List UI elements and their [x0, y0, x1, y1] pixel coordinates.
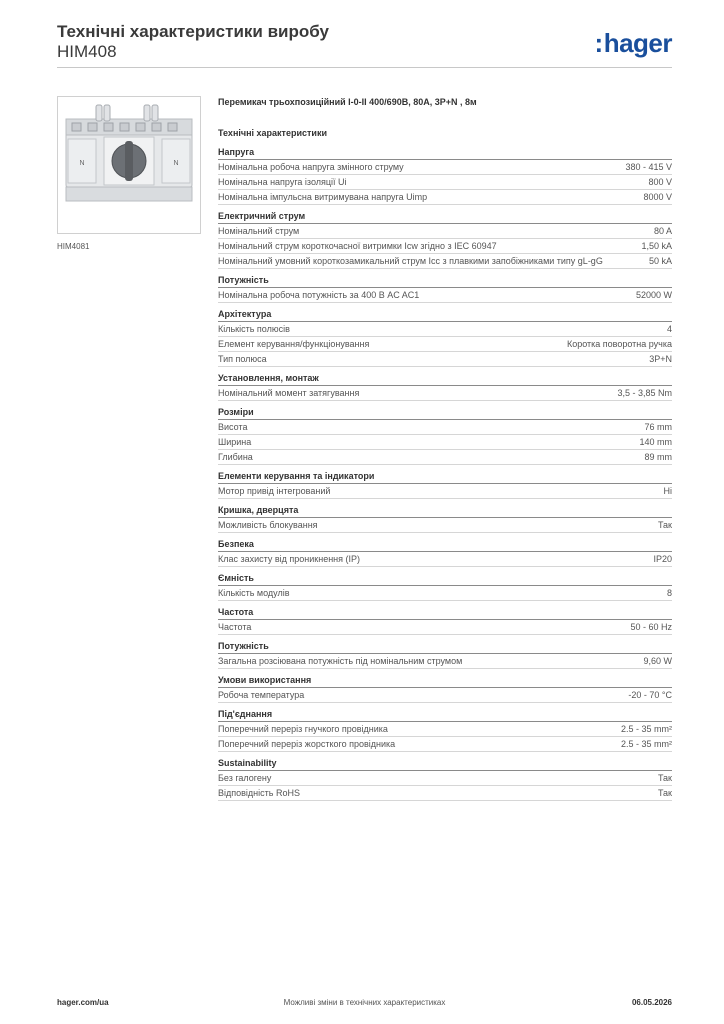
spec-section	[218, 758, 672, 801]
footer-site-link[interactable]: hager.com/ua	[57, 998, 109, 1007]
spec-value: Ні	[663, 486, 672, 496]
section-title: Електричний струм	[218, 211, 672, 224]
svg-text:N: N	[173, 160, 179, 167]
spec-row	[218, 352, 672, 367]
spec-row	[218, 420, 672, 435]
spec-section	[218, 471, 672, 499]
spec-row	[218, 239, 672, 254]
spec-label: Відповідність RoHS	[218, 788, 300, 798]
spec-row	[218, 771, 672, 786]
spec-section	[218, 573, 672, 601]
spec-row	[218, 337, 672, 352]
spec-row	[218, 435, 672, 450]
section-title: Елементи керування та індикатори	[218, 471, 672, 484]
spec-value: IP20	[653, 554, 672, 564]
spec-section	[218, 675, 672, 703]
spec-section	[218, 641, 672, 669]
footer-date: 06.05.2026	[631, 998, 672, 1007]
svg-text:N: N	[79, 160, 85, 167]
spec-value: 8	[666, 588, 672, 598]
spec-label: Мотор привід інтегрований	[218, 486, 331, 496]
spec-label: Номінальний струм короткочасної витримки Icw згідно з IEC 60947	[218, 241, 497, 251]
hager-logo: :hager	[594, 28, 672, 58]
spec-row	[218, 450, 672, 465]
spec-row	[218, 518, 672, 533]
spec-label: Номінальний момент затягування	[218, 388, 360, 398]
spec-row	[218, 786, 672, 801]
logo-mark-icon: :	[594, 28, 603, 58]
spec-row	[218, 722, 672, 737]
spec-label: Номінальний умовний короткозамикальний струм Icc з плавкими запобіжниками типу gL-gG	[218, 256, 603, 266]
spec-value: -20 - 70 °C	[628, 690, 672, 700]
spec-row	[218, 224, 672, 239]
spec-value: 76 mm	[644, 422, 672, 432]
spec-row	[218, 175, 672, 190]
spec-value: 80 A	[653, 226, 672, 236]
section-title: Ємність	[218, 573, 672, 586]
spec-value: Так	[657, 520, 672, 530]
spec-label: Номінальна робоча потужність за 400 В AC AC1	[218, 290, 420, 300]
spec-label: Робоча температура	[218, 690, 305, 700]
spec-row	[218, 586, 672, 601]
spec-value: 3,5 - 3,85 Nm	[617, 388, 672, 398]
spec-label: Кількість модулів	[218, 588, 290, 598]
spec-value: 380 - 415 V	[625, 162, 672, 172]
spec-value: 52000 W	[635, 290, 672, 300]
spec-label: Клас захисту від проникнення (IP)	[218, 554, 361, 564]
spec-section	[218, 147, 672, 205]
spec-label: Частота	[218, 622, 252, 632]
spec-value: 8000 V	[643, 192, 672, 202]
spec-value: 50 kA	[648, 256, 672, 266]
spec-section	[218, 539, 672, 567]
spec-value: Коротка поворотна ручка	[566, 339, 672, 349]
spec-row	[218, 484, 672, 499]
spec-label: Елемент керування/функціонування	[218, 339, 370, 349]
spec-value: Так	[657, 773, 672, 783]
page-header	[57, 22, 672, 62]
spec-label: Поперечний переріз жорсткого провідника	[218, 739, 396, 749]
spec-row	[218, 552, 672, 567]
spec-section	[218, 607, 672, 635]
spec-value: 800 V	[648, 177, 672, 187]
spec-row	[218, 688, 672, 703]
section-title: Частота	[218, 607, 672, 620]
spec-row	[218, 737, 672, 752]
spec-row	[218, 654, 672, 669]
section-title: Потужність	[218, 641, 672, 654]
spec-label: Ширина	[218, 437, 252, 447]
spec-sections	[218, 147, 672, 801]
spec-row	[218, 160, 672, 175]
spec-row	[218, 322, 672, 337]
section-title: Потужність	[218, 275, 672, 288]
specs-title: Технічні характеристики	[218, 128, 327, 138]
section-title: Під'єднання	[218, 709, 672, 722]
header-divider	[57, 67, 672, 68]
spec-section	[218, 373, 672, 401]
spec-label: Номінальна імпульсна витримувана напруга Uimp	[218, 192, 428, 202]
product-image	[57, 96, 201, 234]
spec-row	[218, 190, 672, 205]
section-title: Напруга	[218, 147, 672, 160]
spec-row	[218, 620, 672, 635]
spec-section	[218, 407, 672, 465]
spec-label: Глибина	[218, 452, 253, 462]
section-title: Установлення, монтаж	[218, 373, 672, 386]
spec-label: Без галогену	[218, 773, 272, 783]
product-reference: HIM408	[57, 42, 117, 61]
spec-value: 50 - 60 Hz	[630, 622, 672, 632]
spec-label: Тип полюса	[218, 354, 267, 364]
spec-label: Номінальна напруга ізоляції Ui	[218, 177, 347, 187]
spec-section	[218, 275, 672, 303]
section-title: Розміри	[218, 407, 672, 420]
section-title: Безпека	[218, 539, 672, 552]
spec-value: 2.5 - 35 mm²	[620, 724, 672, 734]
spec-label: Номінальний струм	[218, 226, 300, 236]
section-title: Кришка, дверцята	[218, 505, 672, 518]
section-title: Sustainability	[218, 758, 672, 771]
spec-section	[218, 505, 672, 533]
spec-section	[218, 709, 672, 752]
spec-section	[218, 309, 672, 367]
spec-value: Так	[657, 788, 672, 798]
spec-row	[218, 386, 672, 401]
spec-value: 89 mm	[644, 452, 672, 462]
product-name: Перемикач трьохпозиційний I-0-II 400/690В, 80А, 3P+N , 8м	[218, 97, 477, 107]
spec-label: Кількість полюсів	[218, 324, 290, 334]
spec-value: 2.5 - 35 mm²	[620, 739, 672, 749]
spec-value: 9,60 W	[643, 656, 672, 666]
spec-section	[218, 211, 672, 269]
spec-label: Поперечний переріз гнучкого провідника	[218, 724, 388, 734]
spec-label: Номінальна робоча напруга змінного струму	[218, 162, 404, 172]
spec-label: Висота	[218, 422, 248, 432]
spec-value: 1,50 kA	[641, 241, 672, 251]
spec-content	[218, 96, 672, 801]
footer-note: Можливі зміни в технічних характеристиках	[283, 998, 446, 1007]
spec-row	[218, 254, 672, 269]
document-title: Технічні характеристики виробу	[57, 22, 329, 41]
spec-value: 140 mm	[639, 437, 672, 447]
spec-label: Загальна розсіювана потужність під номінальним струмом	[218, 656, 463, 666]
section-title: Умови використання	[218, 675, 672, 688]
spec-row	[218, 288, 672, 303]
spec-value: 3P+N	[649, 354, 672, 364]
switch-device-icon	[58, 97, 200, 233]
spec-value: 4	[666, 324, 672, 334]
product-image-code: HIM4081	[57, 242, 90, 251]
spec-label: Можливість блокування	[218, 520, 318, 530]
section-title: Архітектура	[218, 309, 672, 322]
